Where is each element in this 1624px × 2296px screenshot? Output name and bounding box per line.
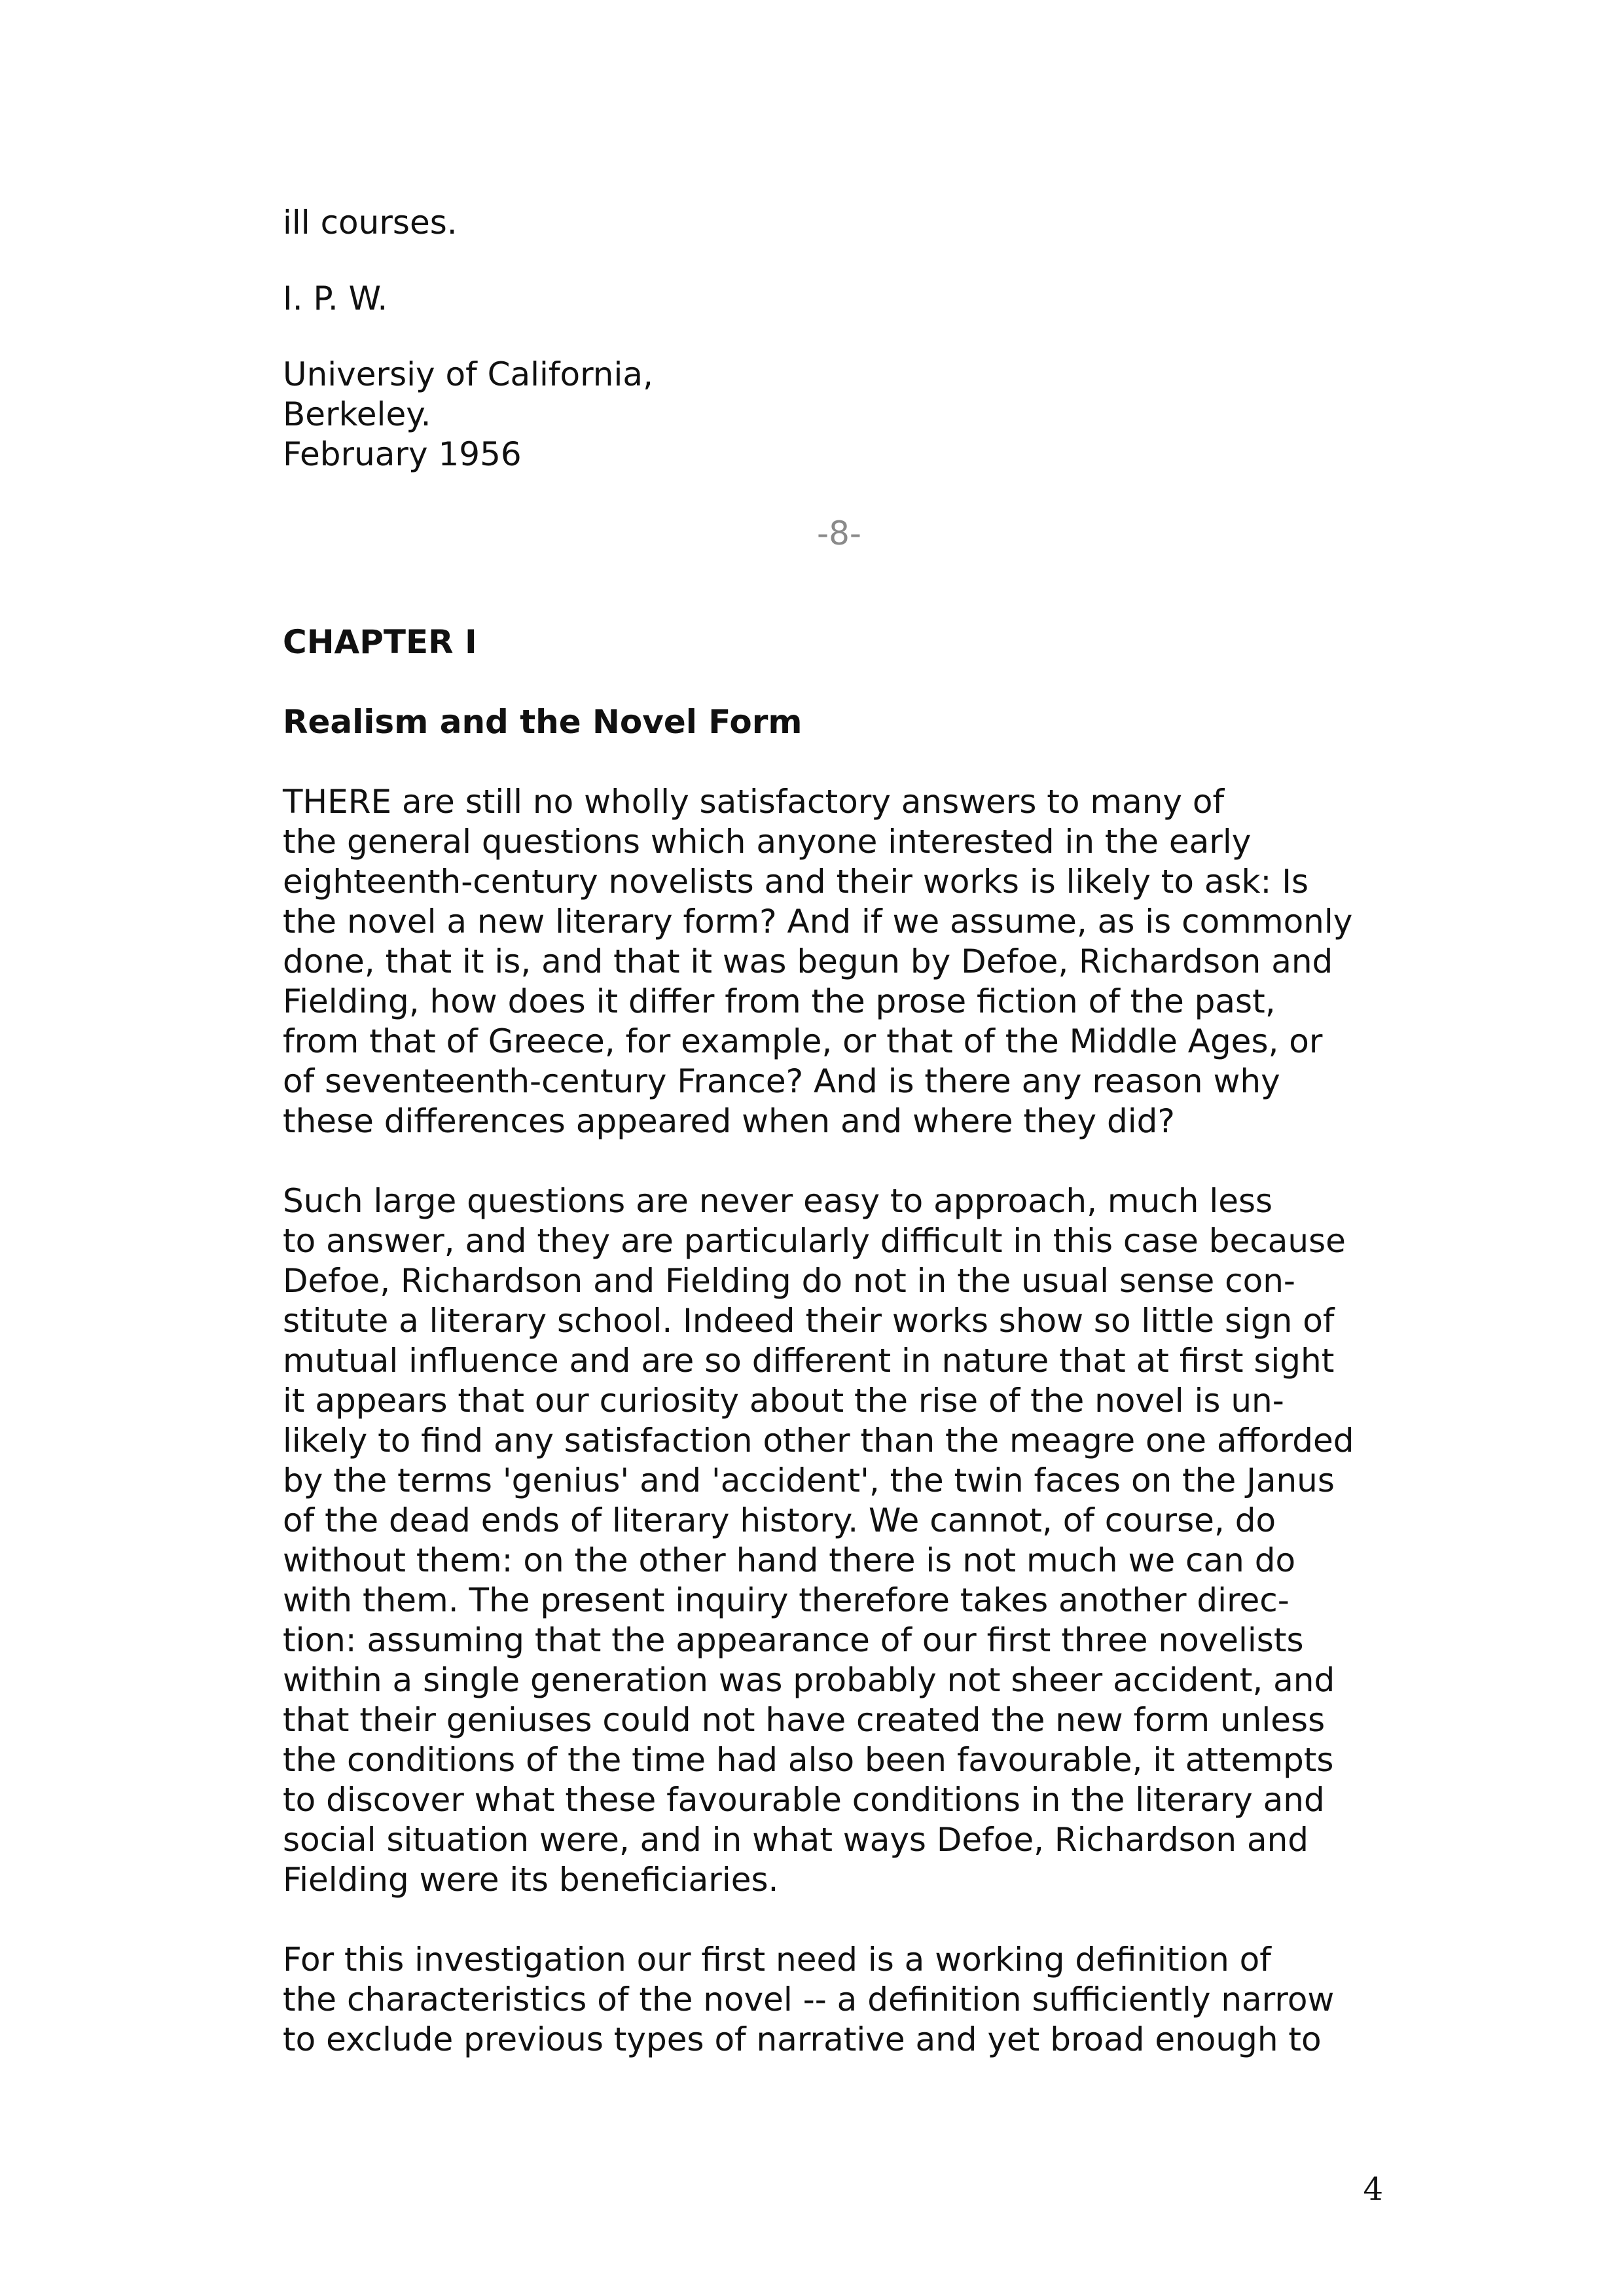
preface-ending-text: ill courses. (283, 204, 458, 242)
author-initials: I. P. W. (283, 279, 388, 317)
original-page-marker: -8- (817, 514, 861, 552)
preface-signature-block: Universiy of California, Berkeley. February 1956 (283, 355, 653, 473)
chapter-number: CHAPTER I (283, 623, 477, 661)
chapter-title: Realism and the Novel Form (283, 703, 803, 741)
page-number: 4 (1363, 2171, 1383, 2208)
body-paragraph: Such large questions are never easy to approach, much less to answer, and they are particularly difficult in this case because Defoe, Richardson and Fielding do not in the usual sense con- stitute a literary school. Indeed their works show so little sign of mutual influence and are so different in nature that at first sight it appears that our curiosity about the rise of the novel is un- likely to find any satisfaction other than the meagre one afforded by the terms 'genius' and 'accident', the twin faces on the Janus of the dead ends of literary history. We cannot, of course, do without them: on the other hand there is not much we can do with them. The present inquiry therefore takes another direc- tion: assuming that the appearance of our first three novelists within a single generation was probably not sheer accident, and that their geniuses could not have created the new form unless the conditions of the time had also been favourable, it attempts to discover what these favourable conditions in the literary and social situation were, and in what ways Defoe, Richardson and Fielding were its beneficiaries. (283, 1182, 1354, 1899)
body-paragraph: THERE are still no wholly satisfactory answers to many of the general questions which anyone interested in the early eighteenth-century novelists and their works is likely to ask: Is the novel a new literary form? And if we assume, as is commonly done, that it is, and that it was begun by Defoe, Richardson and Fielding, how does it differ from the prose fiction of the past, from that of Greece, for example, or that of the Middle Ages, or of seventeenth-century France? And is there any reason why these differences appeared when and where they did? (283, 783, 1353, 1140)
body-paragraph: For this investigation our first need is a working definition of the characteristics of the novel -- a definition sufficiently narrow to exclude previous types of narrative and yet broad enough to (283, 1941, 1335, 2058)
document-page (283, 203, 1396, 2060)
